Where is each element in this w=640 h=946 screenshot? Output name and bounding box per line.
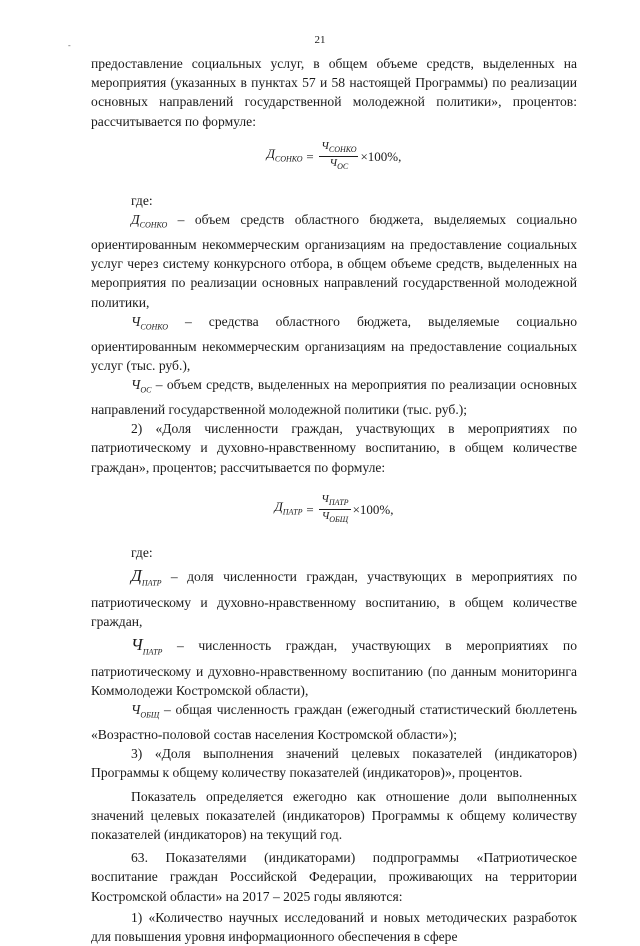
definition-d-patr: $Д_{ПАТР}$ – доля численности граждан, участвующих в мероприятиях по патриотическому и духовно-нравственному воспитанию, в общем количестве граждан, <box>91 566 577 629</box>
para-intro: предоставление социальных услуг, в общем объеме средств, выделенных на мероприятия (указанных в пунктах 57 и 58 настоящей Программы) по реализации основных направлений государственной молодежной политики», процентов: рассчитывается по формуле: <box>91 56 577 129</box>
page-number: 21 <box>314 34 326 46</box>
item-1-subprogram: 1) «Количество научных исследований и новых методических разработок для повышения уровня информационного обеспечения в сфере <box>91 909 577 944</box>
definition-ch-os: $Ч_{ОС}$ – объем средств, выделенных на мероприятия по реализации основных направлений государственной молодежной политики (тыс. руб.); <box>91 377 577 417</box>
item-3: 3) «Доля выполнения значений целевых показателей (индикаторов) Программы к общему количеству показателей (индикаторов)», процентов. <box>91 746 577 781</box>
definition-ch-patr: $Ч_{ПАТР}$ – численность граждан, участвующих в мероприятиях по патриотическому и духовно-нравственному воспитанию (по данным мониторинга Коммолодежи Костромской области), <box>91 635 577 698</box>
definition-ch-obshch: $Ч_{ОБЩ}$ – общая численность граждан (ежегодный статистический бюллетень «Возрастно-половой состав населения Костромской области»); <box>91 702 577 742</box>
where-label: где: <box>131 192 153 208</box>
formula-fraction: $\frac{Ч_{СОНКО}}{Ч_{ОС}}$ <box>321 140 357 172</box>
definition-d-sonko: $Д_{СОНКО}$ – объем средств областного бюджета, выделяемых социально ориентированным некоммерческим организациям на предоставление социальных услуг через систему конкурсного отбора, в общем объеме средств, выделенных на мероприятия по реализации основных направлений государственной молодежной политики, <box>91 212 577 310</box>
document-body <box>91 54 577 946</box>
corner-mark: - <box>68 41 71 50</box>
definition-ch-sonko: $Ч_{СОНКО}$ – средства областного бюджета, выделяемые социально ориентированным некоммерческим организациям на предоставление социальных услуг (тыс. руб.), <box>91 313 577 373</box>
para-63: 63. Показателями (индикаторами) подпрограммы «Патриотическое воспитание граждан Российской Федерации, проживающих на территории Костромской области» на 2017 – 2025 годы являются: <box>91 850 577 904</box>
item-2: 2) «Доля численности граждан, участвующих в мероприятиях по патриотическому и духовно-нравственному воспитанию, в общем количестве граждан», процентов; рассчитывается по формуле: <box>91 421 577 475</box>
para-indicator: Показатель определяется ежегодно как отношение доли выполненных значений целевых показателей (индикаторов) Программы к общему количеству показателей (индикаторов) на текущий год. <box>91 788 577 842</box>
where-label-2: где: <box>131 544 153 560</box>
formula-lhs: $Д_{СОНКО}$ <box>266 146 303 164</box>
formula-sonko: $Д_{СОНКО}$ = $\frac{Ч_{СОНКО}}{Ч_{ОС}}$ ×100%, <box>266 140 402 172</box>
formula-patr: $Д_{ПАТР}$ = $\frac{Ч_{ПАТР}}{Ч_{ОБЩ}}$ ×100%, <box>274 493 394 525</box>
formula-fraction: $\frac{Ч_{ПАТР}}{Ч_{ОБЩ}}$ <box>321 493 349 525</box>
